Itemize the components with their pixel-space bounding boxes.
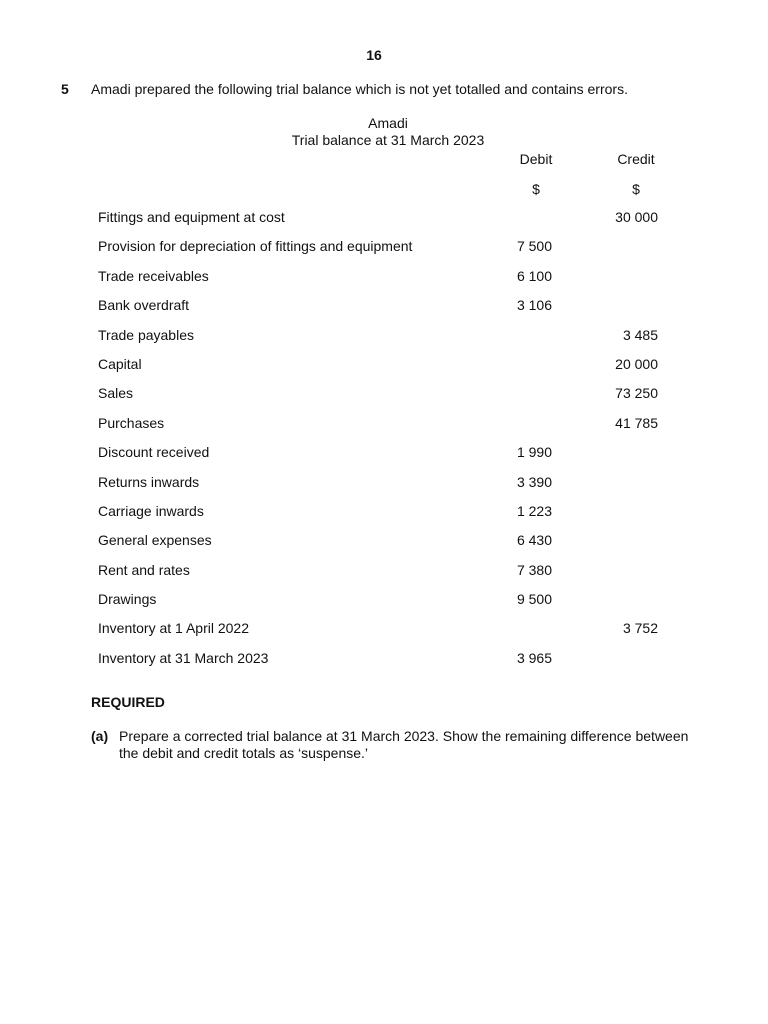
row-label: Discount received (98, 444, 210, 461)
required-heading: REQUIRED (91, 694, 165, 710)
table-row (0, 202, 768, 231)
part-a-text: Prepare a corrected trial balance at 31 March 2023. Show the remaining difference between the debit and credit totals as ‘suspense.’ (119, 728, 689, 761)
table-row (0, 349, 768, 378)
table-row (0, 496, 768, 525)
page-number: 16 (366, 47, 382, 63)
table-row (0, 613, 768, 642)
row-label: Provision for depreciation of fittings and equipment (98, 238, 413, 255)
row-label: Sales (98, 385, 134, 402)
row-label: Returns inwards (98, 473, 200, 490)
table-row (0, 555, 768, 584)
row-debit: 6 430 (516, 532, 552, 549)
row-credit: 3 485 (622, 326, 658, 343)
row-credit: 20 000 (615, 355, 658, 372)
question-number: 5 (61, 81, 69, 97)
row-credit: 41 785 (615, 414, 658, 431)
row-credit: 73 250 (615, 385, 658, 402)
row-label: Capital (98, 355, 142, 372)
row-debit: 3 965 (516, 649, 552, 666)
debit-column-heading: Debit (519, 151, 553, 167)
table-row (0, 261, 768, 290)
row-debit: 9 500 (516, 591, 552, 608)
row-label: Inventory at 1 April 2022 (98, 620, 249, 637)
table-row (0, 467, 768, 496)
row-debit: 1 990 (516, 444, 552, 461)
table-row (0, 408, 768, 437)
table-row (0, 320, 768, 349)
trial-balance-header (0, 115, 768, 149)
row-credit: 3 752 (622, 620, 658, 637)
row-label: General expenses (98, 532, 212, 549)
row-label: Bank overdraft (98, 297, 190, 314)
row-debit: 1 223 (516, 502, 552, 519)
row-label: Trade payables (98, 326, 194, 343)
row-label: Trade receivables (98, 267, 209, 284)
table-row (0, 378, 768, 407)
row-debit: 7 500 (516, 238, 552, 255)
row-debit: 3 106 (516, 297, 552, 314)
credit-currency: $ (632, 181, 640, 197)
row-debit: 6 100 (516, 267, 552, 284)
table-row (0, 643, 768, 672)
table-row (0, 290, 768, 319)
row-label: Fittings and equipment at cost (98, 209, 285, 225)
part-a-label: (a) (91, 728, 109, 744)
row-debit: 3 390 (516, 473, 552, 490)
table-row (0, 231, 768, 260)
table-row (0, 584, 768, 613)
row-label: Inventory at 31 March 2023 (98, 649, 269, 666)
row-label: Drawings (98, 591, 157, 608)
trial-balance-title: Trial balance at 31 March 2023 (291, 132, 485, 148)
trial-balance-rows (0, 202, 768, 672)
table-row (0, 525, 768, 554)
row-label: Purchases (98, 414, 165, 431)
row-label: Carriage inwards (98, 502, 204, 519)
row-label: Rent and rates (98, 561, 190, 578)
trial-balance-name: Amadi (368, 115, 408, 131)
row-debit: 7 380 (516, 561, 552, 578)
table-row (0, 437, 768, 466)
row-credit: 30 000 (615, 209, 658, 225)
question-text: Amadi prepared the following trial balance which is not yet totalled and contains errors. (91, 81, 628, 97)
debit-currency: $ (532, 181, 540, 197)
credit-column-heading: Credit (617, 151, 655, 167)
